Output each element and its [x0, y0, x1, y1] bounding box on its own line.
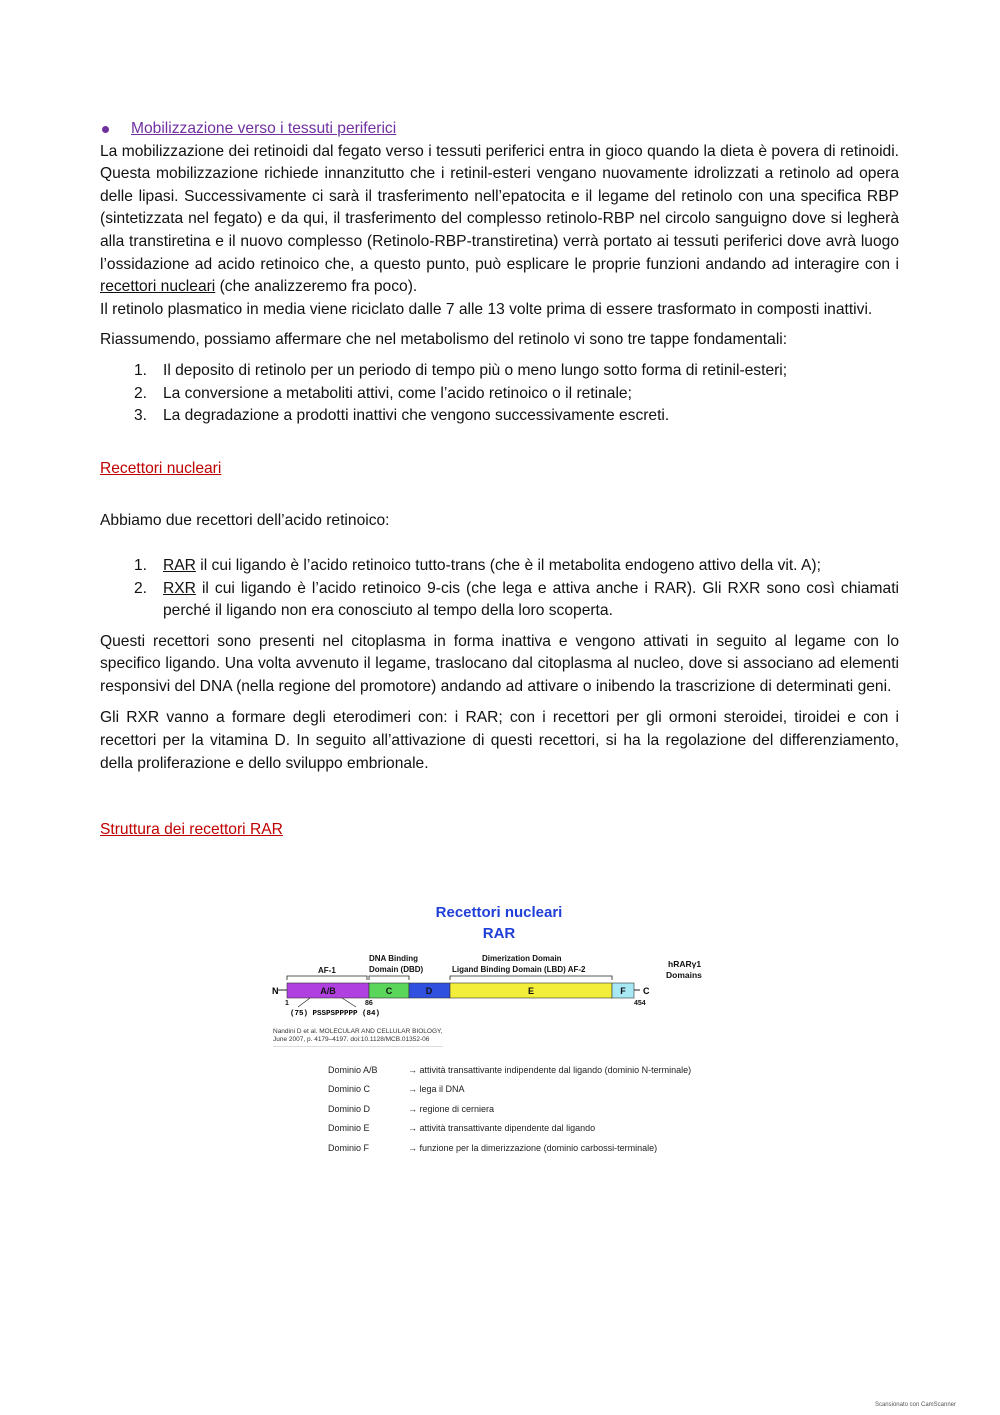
mobilizzazione-paragraph: [100, 141, 899, 299]
list-item: [100, 405, 899, 428]
motif-pointer: [298, 998, 356, 1007]
rar-term: RAR: [163, 556, 196, 574]
list-item: [100, 360, 899, 383]
list-text: il cui ligando è l’acido retinoico 9-cis (che lega e attiva anche i RAR). Gli RXR sono così chiamati perché il ligando non era conosciuto al tempo della loro scoperta.: [163, 579, 899, 620]
list-item: [100, 578, 899, 623]
table-row: [328, 1099, 691, 1119]
list-item: [100, 383, 899, 406]
domain-name: Dominio C: [328, 1084, 371, 1095]
af1-bracket: [287, 976, 367, 980]
domain-f-label: F: [620, 986, 626, 996]
riciclo-paragraph: Il retinolo plasmatico in media viene riciclato dalle 7 alle 13 volte prima di essere trasformato in composti inattivi.: [100, 300, 873, 318]
list-text: il cui ligando è l’acido retinoico tutto-trans (che è il metabolita endogeno attivo della vit. A);: [195, 556, 821, 574]
domain-description: → attività transattivante indipendente dal ligando (dominio N-terminale): [408, 1064, 692, 1075]
list-text: La degradazione a prodotti inattivi che vengono successivamente escreti.: [163, 407, 670, 425]
table-row: [328, 1080, 691, 1100]
steps-list: [100, 360, 899, 428]
domain-name: Dominio F: [328, 1142, 370, 1153]
motif-sequence: (75) PSSPSPPPPP (84): [290, 1010, 381, 1018]
domain-ab-label: A/B: [320, 986, 336, 996]
domains-label: Domains: [666, 970, 702, 980]
species-label: hRARγ1: [668, 959, 702, 969]
table-row: [328, 1138, 691, 1158]
recettori-paragraph-1: Questi recettori sono presenti nel citoplasma in forma inattiva e vengono attivati in seguito al legame con lo specifico ligando. Una volta avvenuto il legame, traslocano dal citoplasma al nucleo, dove si associano ad elementi responsivi del DNA (nella regione del promotore) andando ad attivare o inibendo la trascrizione di determinati geni.: [100, 632, 899, 695]
position-start: 1: [285, 1000, 289, 1007]
list-number: 1.: [134, 361, 148, 379]
recettori-nucleari-heading: Recettori nucleari: [100, 459, 222, 477]
c-terminus-label: C: [643, 986, 650, 996]
domain-description: → funzione per la dimerizzazione (dominio carbossi-terminale): [408, 1142, 658, 1153]
citation-line-1: Nandini D et al. MOLECULAR AND CELLULAR BIOLOGY,: [273, 1028, 443, 1035]
struttura-rar-heading: Struttura dei recettori RAR: [100, 821, 283, 839]
recettori-paragraph-2: Gli RXR vanno a formare degli eterodimeri con: i RAR; con i recettori per gli ormoni steroidei, tiroidei e con i recettori per la vitamina D. In seguito all’attivazione di questi recettori, si ha la regolazione del differenziamento, della proliferazione e dello sviluppo embrionale.: [100, 709, 899, 772]
table-row: [328, 1119, 691, 1139]
section-mobilizzazione-heading: [100, 118, 899, 141]
domain-name: Dominio E: [328, 1123, 370, 1134]
list-number: 2.: [134, 384, 148, 402]
domain-description: → lega il DNA: [408, 1084, 465, 1095]
domain-name: Dominio D: [328, 1103, 371, 1114]
list-number: 2.: [134, 579, 148, 597]
document-body: [100, 118, 899, 842]
paragraph-text: La mobilizzazione dei retinoidi dal fegato verso i tessuti periferici entra in gioco quando la dieta è povera di retinoidi. Questa mobilizzazione richiede innanzitutto che i retinil-esteri vengano nuovamente idrolizzati a retinolo ad opera delle lipasi. Successivamente ci sarà il trasferimento nell’epatocita e il legame del retinolo con una specifica RBP (sintetizzata nel fegato) e da qui, il trasferimento del complesso retinolo-RBP nel circolo sanguigno dove si legherà alla transtiretina e il nuovo complesso (Retinolo-RBP-transtiretina) verrà portato ai tessuti periferici dove avrà luogo l’ossidazione ad acido retinoico che, a questo punto, può esplicare le proprie funzioni andando ad interagire con i: [100, 142, 899, 273]
domain-e-label: E: [527, 986, 535, 996]
paragraph-text-end: (che analizzeremo fra poco).: [215, 278, 418, 296]
list-text: Il deposito di retinolo per un periodo di tempo più o meno lungo sotto forma di retinil-esteri;: [163, 361, 788, 379]
lbd-bracket: [450, 976, 612, 980]
dimerization-label: Dimerization Domain: [482, 954, 562, 963]
af1-label: AF-1: [318, 966, 336, 975]
summary-paragraph: Riassumendo, possiamo affermare che nel metabolismo del retinolo vi sono tre tappe fondamentali:: [100, 331, 788, 349]
recettori-intro: Abbiamo due recettori dell’acido retinoico:: [100, 512, 390, 530]
figure-title: Recettori nucleari: [435, 904, 563, 921]
domain-description: → regione di cerniera: [408, 1103, 495, 1114]
position-86: 86: [365, 1000, 373, 1007]
dbd-bracket: [369, 976, 409, 980]
rar-domain-diagram: [270, 952, 740, 1032]
domain-description: → attività transattivante dipendente dal ligando: [408, 1123, 596, 1134]
domain-d-label: D: [425, 986, 433, 996]
list-text: La conversione a metaboliti attivi, come l’acido retinoico o il retinale;: [163, 384, 632, 402]
dbd-label-1: DNA Binding: [369, 954, 419, 963]
scanner-watermark: Scansionato con CamScanner: [874, 1402, 956, 1408]
lbd-label: Ligand Binding Domain (LBD) AF-2: [452, 965, 586, 974]
domain-function-table: [328, 1060, 691, 1158]
bullet-icon: [102, 126, 109, 133]
rxr-term: RXR: [163, 579, 196, 597]
position-end: 454: [634, 1000, 646, 1007]
table-row: [328, 1060, 691, 1080]
figure-subtitle: RAR: [482, 925, 516, 942]
dbd-label-2: Domain (DBD): [369, 965, 424, 974]
list-item: [100, 555, 899, 578]
rar-structure-figure: [270, 902, 740, 1153]
mobilizzazione-link[interactable]: Mobilizzazione verso i tessuti periferici: [131, 120, 397, 137]
citation-line-2: June 2007, p. 4179–4197. doi:10.1128/MCB.01352-06: [273, 1036, 430, 1043]
domain-name: Dominio A/B: [328, 1064, 378, 1075]
list-number: 1.: [134, 556, 148, 574]
recettori-nucleari-link[interactable]: recettori nucleari: [100, 278, 216, 296]
n-terminus-label: N: [272, 986, 279, 996]
list-number: 3.: [134, 407, 148, 425]
figure-citation: [273, 1028, 443, 1047]
receptors-list: [100, 555, 899, 623]
domain-c-label: C: [385, 986, 393, 996]
